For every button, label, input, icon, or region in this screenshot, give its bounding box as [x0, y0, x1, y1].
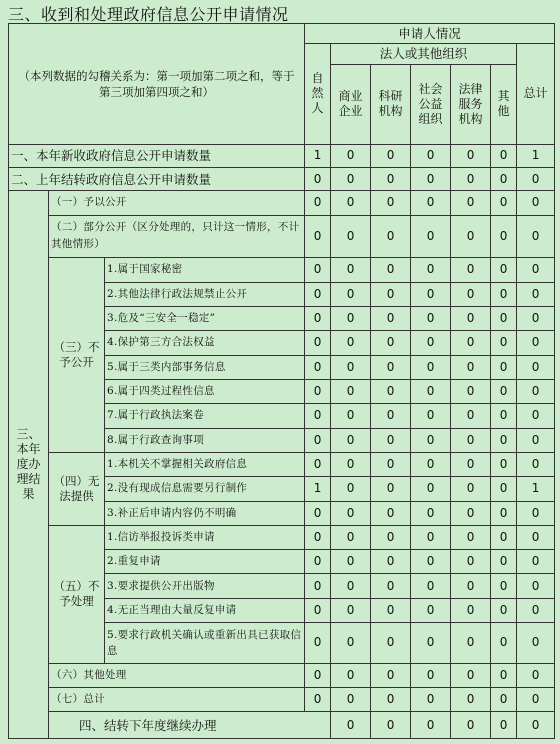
- table-cell: 0: [305, 452, 331, 476]
- row-label: 1.属于国家秘密: [105, 258, 305, 282]
- table-cell: 0: [517, 712, 555, 739]
- table-cell: 0: [305, 574, 331, 598]
- table-cell: 0: [411, 452, 451, 476]
- table-row: [9, 452, 555, 476]
- table-cell: 0: [371, 452, 411, 476]
- natural-person-header: 自然人: [305, 44, 331, 144]
- table-cell: 0: [451, 191, 491, 215]
- table-cell: 0: [305, 355, 331, 379]
- table-cell: 0: [371, 144, 411, 167]
- table-cell: 0: [517, 167, 555, 190]
- table-cell: 0: [331, 574, 371, 598]
- table-cell: 0: [371, 501, 411, 525]
- table-cell: 0: [517, 574, 555, 598]
- row-label: 1.本机关不掌握相关政府信息: [105, 452, 305, 476]
- table-cell: 0: [491, 598, 517, 622]
- row-label: 5.属于三类内部事务信息: [105, 355, 305, 379]
- table-cell: 0: [371, 623, 411, 664]
- table-cell: 0: [451, 355, 491, 379]
- table-cell: 0: [451, 501, 491, 525]
- table-cell: 0: [451, 282, 491, 306]
- table-cell: 0: [491, 282, 517, 306]
- table-cell: 0: [331, 550, 371, 574]
- table-cell: 0: [331, 477, 371, 501]
- table-cell: 0: [411, 306, 451, 330]
- relation-note: （本列数据的勾稽关系为：第一项加第二项之和，等于第三项加第四项之和）: [9, 24, 305, 145]
- table-cell: 0: [331, 331, 371, 355]
- table-cell: 0: [411, 428, 451, 452]
- table-cell: 0: [411, 282, 451, 306]
- table-cell: 0: [331, 623, 371, 664]
- table-cell: 0: [371, 688, 411, 712]
- result-group-label: 三、本年度办理结果: [9, 191, 49, 739]
- table-cell: 0: [371, 404, 411, 428]
- table-cell: 0: [411, 598, 451, 622]
- table-cell: 0: [371, 574, 411, 598]
- row-label: 1.信访举报投诉类申请: [105, 525, 305, 549]
- table-cell: 0: [371, 282, 411, 306]
- table-cell: 0: [411, 477, 451, 501]
- table-cell: 0: [371, 167, 411, 190]
- table-cell: 0: [411, 623, 451, 664]
- table-cell: 0: [517, 282, 555, 306]
- table-cell: 0: [331, 282, 371, 306]
- table-cell: 0: [451, 712, 491, 739]
- table-cell: 0: [411, 355, 451, 379]
- table-cell: 0: [411, 550, 451, 574]
- table-cell: 0: [517, 501, 555, 525]
- row-label: 7.属于行政执法案卷: [105, 404, 305, 428]
- row-label: 4.无正当理由大量反复申请: [105, 598, 305, 622]
- table-cell: 0: [411, 167, 451, 190]
- table-cell: 0: [491, 501, 517, 525]
- table-cell: 0: [491, 355, 517, 379]
- unable-group-label: （四）无法提供: [49, 452, 105, 525]
- social-welfare-header: 社会公益组织: [411, 64, 451, 144]
- table-cell: 0: [371, 550, 411, 574]
- table-cell: 0: [305, 167, 331, 190]
- table-cell: 0: [411, 404, 451, 428]
- row-label: （一）予以公开: [49, 191, 305, 215]
- table-cell: 1: [305, 477, 331, 501]
- table-cell: 0: [491, 688, 517, 712]
- table-cell: 0: [451, 144, 491, 167]
- row-label: （七）总计: [49, 688, 305, 712]
- table-row: [9, 144, 555, 167]
- table-cell: 0: [305, 550, 331, 574]
- row-label: 6.属于四类过程性信息: [105, 379, 305, 403]
- table-cell: 0: [517, 306, 555, 330]
- table-cell: 0: [491, 663, 517, 687]
- section-title: 三、收到和处理政府信息公开申请情况: [8, 5, 289, 24]
- table-cell: 0: [491, 404, 517, 428]
- table-cell: 0: [305, 215, 331, 258]
- other-header: 其他: [491, 64, 517, 144]
- table-cell: 0: [331, 379, 371, 403]
- row-label: 5.要求行政机关确认或重新出具已获取信息: [105, 623, 305, 664]
- table-cell: 0: [491, 306, 517, 330]
- table-cell: 0: [331, 452, 371, 476]
- table-cell: 0: [451, 525, 491, 549]
- table-cell: 0: [411, 331, 451, 355]
- table-cell: 0: [491, 477, 517, 501]
- table-row: [9, 167, 555, 190]
- table-cell: 0: [371, 598, 411, 622]
- table-cell: 0: [331, 258, 371, 282]
- table-cell: 0: [371, 258, 411, 282]
- research-header: 科研机构: [371, 64, 411, 144]
- table-cell: 0: [451, 574, 491, 598]
- row-label: 四、结转下年度继续办理: [49, 712, 331, 739]
- table-row: [9, 663, 555, 687]
- table-cell: 0: [491, 712, 517, 739]
- table-cell: 0: [491, 144, 517, 167]
- table-cell: 0: [331, 501, 371, 525]
- table-cell: 0: [305, 428, 331, 452]
- table-cell: 0: [411, 258, 451, 282]
- table-cell: 0: [371, 355, 411, 379]
- table-cell: 0: [517, 663, 555, 687]
- table-row: [9, 215, 555, 258]
- deny-group-label: （三）不予公开: [49, 258, 105, 453]
- table-cell: 0: [331, 525, 371, 549]
- table-cell: 0: [491, 574, 517, 598]
- table-cell: 0: [451, 258, 491, 282]
- table-cell: 0: [371, 663, 411, 687]
- table-row: [9, 712, 555, 739]
- table-cell: 0: [451, 428, 491, 452]
- table-cell: 0: [451, 663, 491, 687]
- table-cell: 0: [411, 144, 451, 167]
- table-cell: 0: [491, 623, 517, 664]
- table-cell: 0: [517, 688, 555, 712]
- table-cell: 0: [331, 215, 371, 258]
- table-cell: 0: [331, 598, 371, 622]
- row-label: 3.补正后申请内容仍不明确: [105, 501, 305, 525]
- table-cell: 0: [517, 258, 555, 282]
- table-row: [9, 191, 555, 215]
- table-cell: 0: [517, 191, 555, 215]
- table-cell: 0: [305, 663, 331, 687]
- row-label: 2.重复申请: [105, 550, 305, 574]
- table-cell: 0: [451, 688, 491, 712]
- table-cell: 0: [411, 525, 451, 549]
- table-cell: 0: [491, 191, 517, 215]
- table-cell: 0: [451, 477, 491, 501]
- table-cell: 0: [411, 712, 451, 739]
- table-cell: 0: [411, 688, 451, 712]
- table-cell: 0: [305, 688, 331, 712]
- table-cell: 0: [451, 215, 491, 258]
- table-cell: 0: [371, 191, 411, 215]
- table-cell: 0: [451, 306, 491, 330]
- table-cell: 0: [331, 712, 371, 739]
- table-cell: 0: [305, 282, 331, 306]
- table-cell: 0: [491, 525, 517, 549]
- table-cell: 0: [517, 404, 555, 428]
- table-row: [9, 688, 555, 712]
- table-cell: 0: [305, 525, 331, 549]
- row-label: 2.没有现成信息需要另行制作: [105, 477, 305, 501]
- table-cell: 0: [371, 477, 411, 501]
- table-cell: 0: [451, 550, 491, 574]
- row-label: 4.保护第三方合法权益: [105, 331, 305, 355]
- row-label: 二、上年结转政府信息公开申请数量: [9, 167, 305, 190]
- table-cell: 0: [371, 525, 411, 549]
- table-cell: 0: [305, 306, 331, 330]
- row-label: （六）其他处理: [49, 663, 305, 687]
- table-cell: 0: [331, 663, 371, 687]
- table-cell: 0: [305, 379, 331, 403]
- table-cell: 0: [491, 550, 517, 574]
- table-cell: 0: [517, 525, 555, 549]
- row-label: 3.要求提供公开出版物: [105, 574, 305, 598]
- table-cell: 0: [451, 452, 491, 476]
- row-label: 3.危及“三安全一稳定”: [105, 306, 305, 330]
- commercial-header: 商业企业: [331, 64, 371, 144]
- table-cell: 0: [517, 379, 555, 403]
- table-row: [9, 525, 555, 549]
- table-cell: 0: [371, 428, 411, 452]
- table-cell: 0: [305, 258, 331, 282]
- total-header: 总计: [517, 44, 555, 144]
- table-cell: 0: [451, 379, 491, 403]
- table-cell: 0: [491, 452, 517, 476]
- table-cell: 0: [305, 501, 331, 525]
- table-cell: 0: [517, 452, 555, 476]
- table-cell: 0: [517, 331, 555, 355]
- table-cell: 0: [371, 306, 411, 330]
- table-cell: 0: [451, 623, 491, 664]
- table-cell: 0: [371, 331, 411, 355]
- table-cell: 0: [331, 191, 371, 215]
- table-row: [9, 258, 555, 282]
- table-cell: 0: [411, 191, 451, 215]
- table-cell: 0: [371, 712, 411, 739]
- table-cell: 0: [305, 404, 331, 428]
- table-cell: 0: [517, 428, 555, 452]
- table-cell: 0: [331, 355, 371, 379]
- table-cell: 1: [517, 477, 555, 501]
- legal-service-header: 法律服务机构: [451, 64, 491, 144]
- table-cell: 0: [305, 191, 331, 215]
- table-cell: 0: [411, 215, 451, 258]
- applicant-situation-header: 申请人情况: [305, 24, 555, 44]
- table-cell: 0: [331, 306, 371, 330]
- row-label: 8.属于行政查询事项: [105, 428, 305, 452]
- table-cell: 0: [517, 550, 555, 574]
- table-cell: 0: [331, 428, 371, 452]
- table-cell: 0: [331, 688, 371, 712]
- table-cell: 0: [517, 623, 555, 664]
- table-cell: 0: [451, 598, 491, 622]
- table-cell: 0: [491, 379, 517, 403]
- table-cell: 0: [331, 404, 371, 428]
- table-cell: 0: [411, 663, 451, 687]
- table-cell: 0: [517, 215, 555, 258]
- table-cell: 0: [411, 379, 451, 403]
- table-cell: 0: [517, 355, 555, 379]
- table-cell: 0: [371, 215, 411, 258]
- row-label: （二）部分公开（区分处理的，只计这一情形，不计其他情形）: [49, 215, 305, 258]
- table-cell: 0: [305, 598, 331, 622]
- table-cell: 0: [371, 379, 411, 403]
- table-cell: 0: [451, 167, 491, 190]
- table-cell: 0: [305, 623, 331, 664]
- table-cell: 0: [331, 167, 371, 190]
- table-cell: 0: [517, 598, 555, 622]
- table-cell: 0: [411, 574, 451, 598]
- legal-group-header: 法人或其他组织: [331, 44, 517, 64]
- table-cell: 0: [305, 331, 331, 355]
- table-cell: 0: [451, 331, 491, 355]
- table-cell: 0: [331, 144, 371, 167]
- table-cell: 1: [517, 144, 555, 167]
- table-cell: 1: [305, 144, 331, 167]
- table-cell: 0: [491, 331, 517, 355]
- disclosure-requests-table: [8, 23, 555, 739]
- table-cell: 0: [491, 215, 517, 258]
- table-cell: 0: [491, 167, 517, 190]
- row-label: 2.其他法律行政法规禁止公开: [105, 282, 305, 306]
- table-cell: 0: [411, 501, 451, 525]
- table-cell: 0: [491, 428, 517, 452]
- table-cell: 0: [451, 404, 491, 428]
- table-cell: 0: [491, 258, 517, 282]
- row-label: 一、本年新收政府信息公开申请数量: [9, 144, 305, 167]
- noprocess-group-label: （五）不予处理: [49, 525, 105, 663]
